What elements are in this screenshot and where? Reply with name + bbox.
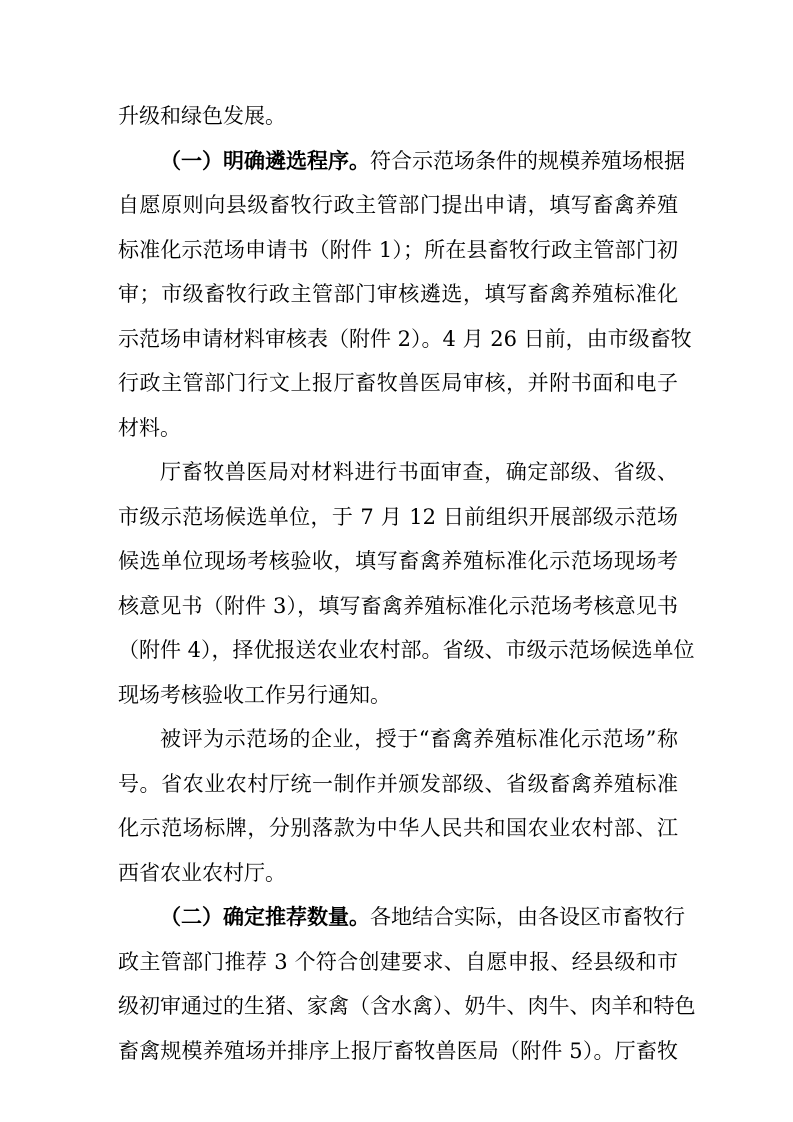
body-line: 政主管部门推荐 3 个符合创建要求、自愿申报、经县级和市 — [118, 950, 678, 974]
body-line: 号。省农业农村厅统一制作并颁发部级、省级畜禽养殖标准 — [118, 772, 678, 796]
body-line: 候选单位现场考核验收，填写畜禽养殖标准化示范场现场考 — [118, 549, 678, 573]
section-heading: （一）明确遴选程序。 — [160, 148, 370, 173]
body-text: 符合示范场条件的规模养殖场根据 — [370, 149, 685, 173]
section-heading-line — [160, 147, 685, 175]
body-line: 级初审通过的生猪、家禽（含水禽）、奶牛、肉牛、肉羊和特色 — [118, 994, 696, 1018]
body-line: 审；市级畜牧行政主管部门审核遴选，填写畜禽养殖标准化 — [118, 282, 678, 306]
body-line: 畜禽规模养殖场并排序上报厅畜牧兽医局（附件 5）。厅畜牧 — [118, 1039, 678, 1063]
body-line: 自愿原则向县级畜牧行政主管部门提出申请，填写畜禽养殖 — [118, 193, 678, 217]
body-line: 化示范场标牌，分别落款为中华人民共和国农业农村部、江 — [118, 816, 678, 840]
body-line: 核意见书（附件 3），填写畜禽养殖标准化示范场考核意见书 — [118, 594, 678, 618]
body-text: 各地结合实际，由各设区市畜牧行 — [370, 905, 685, 929]
section-heading-line — [160, 903, 685, 931]
body-line: （附件 4），择优报送农业农村部。省级、市级示范场候选单位 — [118, 638, 695, 662]
body-line: 材料。 — [118, 416, 181, 440]
section-heading: （二）确定推荐数量。 — [160, 904, 370, 929]
body-line: 升级和绿色发展。 — [118, 104, 286, 128]
body-line: 西省农业农村厅。 — [118, 861, 286, 885]
body-line: 示范场申请材料审核表（附件 2）。4 月 26 日前，由市级畜牧 — [118, 327, 692, 351]
body-line: 被评为示范场的企业，授于“畜禽养殖标准化示范场”称 — [160, 727, 678, 751]
body-line: 现场考核验收工作另行通知。 — [118, 683, 391, 707]
body-line: 市级示范场候选单位，于 7 月 12 日前组织开展部级示范场 — [118, 505, 678, 529]
body-line: 标准化示范场申请书（附件 1）；所在县畜牧行政主管部门初 — [118, 238, 678, 262]
body-line: 厅畜牧兽医局对材料进行书面审查，确定部级、省级、 — [160, 460, 678, 484]
body-line: 行政主管部门行文上报厅畜牧兽医局审核，并附书面和电子 — [118, 371, 678, 395]
